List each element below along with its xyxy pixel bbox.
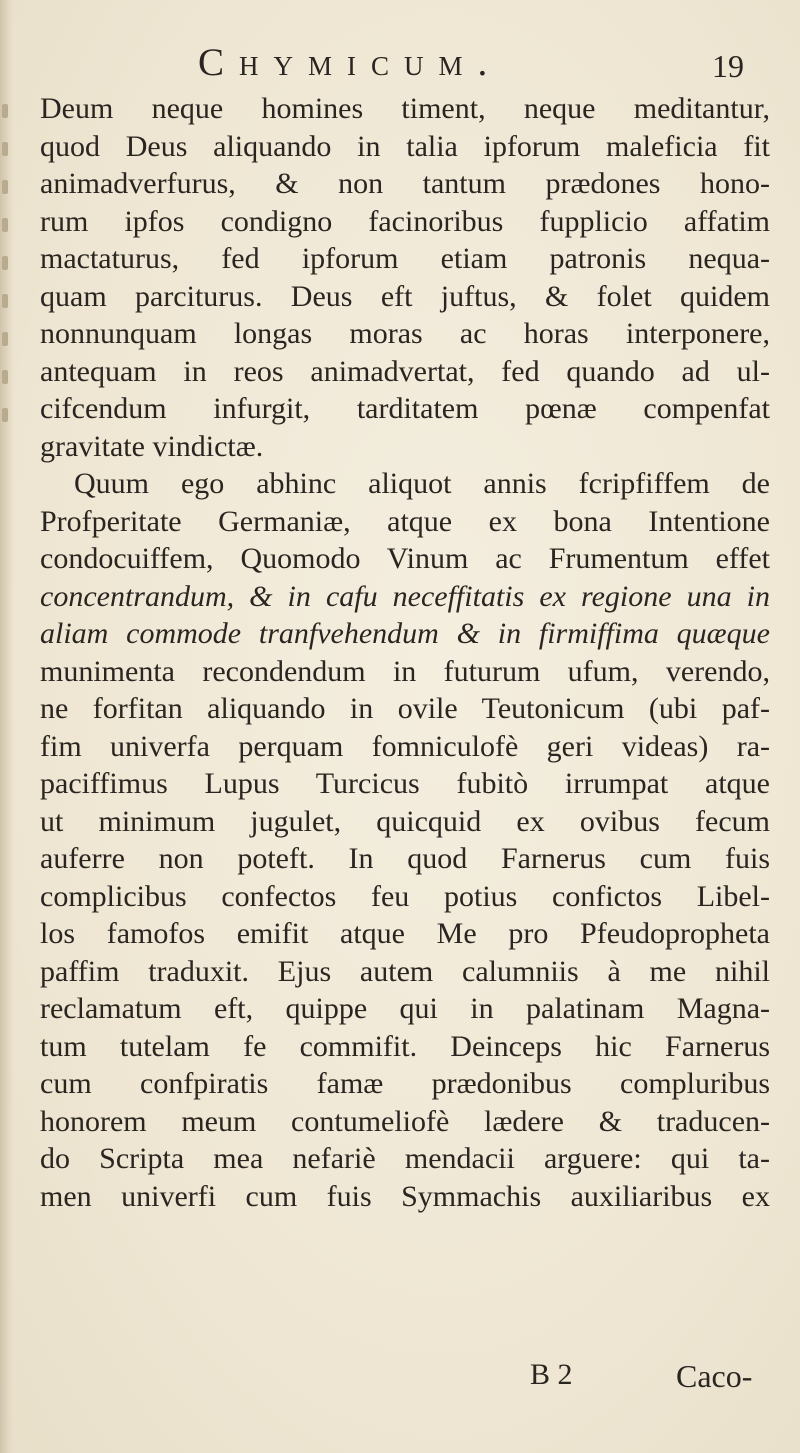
page-number: 19 bbox=[712, 48, 744, 84]
signature-mark: B 2 bbox=[530, 1358, 573, 1391]
margin-mark bbox=[2, 104, 8, 118]
margin-mark bbox=[2, 332, 8, 346]
text-line: Profperitate Germaniæ, atque ex bona Intentione bbox=[40, 504, 770, 538]
margin-mark bbox=[2, 256, 8, 270]
text-line: complicibus confectos feu potius confictos Libel- bbox=[40, 879, 770, 913]
catchword: Caco- bbox=[676, 1358, 753, 1394]
text-line: Deum neque homines timent, neque meditantur, bbox=[40, 92, 770, 125]
margin-mark bbox=[2, 294, 8, 308]
text-line: paciffimus Lupus Turcicus fubitò irrumpat atque bbox=[40, 767, 770, 800]
text-line: animadverfurus, & non tantum prædones hono- bbox=[40, 167, 770, 200]
margin-mark bbox=[2, 408, 8, 422]
text-line: ne forfitan aliquando in ovile Teutonicum (ubi paf- bbox=[40, 692, 770, 725]
text-line: quod Deus aliquando in talia ipforum maleficia fit bbox=[40, 129, 770, 163]
text-line: cum confpiratis famæ prædonibus compluribus bbox=[40, 1067, 770, 1100]
margin-mark bbox=[2, 142, 8, 156]
text-line: munimenta recondendum in futurum ufum, verendo, bbox=[40, 654, 770, 688]
text-line: mactaturus, fed ipforum etiam patronis nequa- bbox=[40, 242, 770, 275]
text-line: fim univerfa perquam fomniculofè geri videas) ra- bbox=[40, 729, 770, 763]
text-line: tum tutelam fe commifit. Deinceps hic Farnerus bbox=[40, 1029, 770, 1063]
text-line: condocuiffem, Quomodo Vinum ac Frumentum effet bbox=[40, 542, 770, 575]
text-line: men univerfi cum fuis Symmachis auxiliaribus ex bbox=[40, 1179, 770, 1213]
text-line: cifcendum infurgit, tarditatem pœnæ compenfat bbox=[40, 392, 770, 425]
running-head: Chymicum. bbox=[198, 41, 503, 84]
margin-mark bbox=[2, 370, 8, 384]
text-line: honorem meum contumeliofè lædere & traducen- bbox=[40, 1104, 770, 1138]
text-line: nonnunquam longas moras ac horas interponere, bbox=[40, 317, 770, 350]
text-line: rum ipfos condigno facinoribus fupplicio affatim bbox=[40, 204, 770, 238]
text-line: aliam commode tranfvehendum & in firmiffima quæque bbox=[40, 617, 770, 650]
text-line: concentrandum, & in cafu neceffitatis ex regione una in bbox=[40, 579, 770, 613]
text-line: quam parciturus. Deus eft juftus, & folet quidem bbox=[40, 279, 770, 313]
text-line: antequam in reos animadvertat, fed quando ad ul- bbox=[40, 354, 770, 388]
text-line: Quum ego abhinc aliquot annis fcripfiffem de bbox=[74, 467, 770, 500]
text-line: ut minimum jugulet, quicquid ex ovibus fecum bbox=[40, 804, 770, 838]
text-line: gravitate vindictæ. bbox=[40, 429, 264, 463]
page-header bbox=[0, 40, 800, 90]
body-text bbox=[40, 90, 770, 1215]
text-line: reclamatum eft, quippe qui in palatinam Magna- bbox=[40, 992, 770, 1025]
text-line: auferre non poteft. In quod Farnerus cum fuis bbox=[40, 842, 770, 875]
margin-mark bbox=[2, 180, 8, 194]
margin-mark bbox=[2, 218, 8, 232]
text-line: paffim traduxit. Ejus autem calumniis à me nihil bbox=[40, 954, 770, 988]
text-line: do Scripta mea nefariè mendacii arguere: qui ta- bbox=[40, 1142, 770, 1175]
text-line: los famofos emifit atque Me pro Pfeudopropheta bbox=[40, 917, 770, 950]
